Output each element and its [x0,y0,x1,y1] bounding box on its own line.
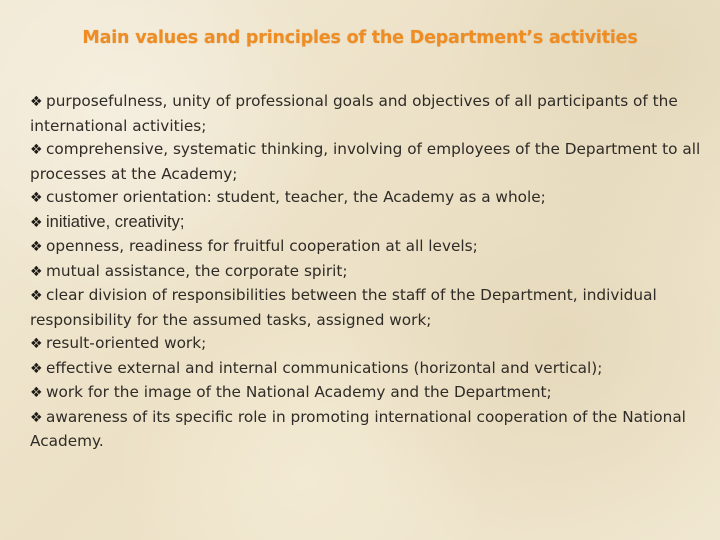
diamond-bullet-icon: ❖ [30,94,43,110]
list-item-text: initiative, creativity; [46,212,185,231]
list-item [30,357,702,382]
list-item [30,186,702,211]
list-item [30,406,702,454]
list-item [30,138,702,186]
list-item [30,211,702,236]
diamond-bullet-icon: ❖ [30,214,43,231]
list-item [30,235,702,260]
diamond-bullet-icon: ❖ [30,385,43,401]
diamond-bullet-icon: ❖ [30,190,43,206]
list-item-text: effective external and internal communications (horizontal and vertical); [46,358,603,377]
list-item-text: result-oriented work; [46,334,207,352]
slide-title: Main values and principles of the Department’s activities [82,28,638,48]
list-item-text: purposefulness, unity of professional goals and objectives of all participants of the international activities; [30,92,678,135]
list-item-text: clear division of responsibilities between the staff of the Department, individual responsibility for the assumed tasks, assigned work; [30,286,657,329]
diamond-bullet-icon: ❖ [30,336,43,352]
list-item-text: awareness of its specific role in promoting international cooperation of the National Academy. [30,407,686,450]
values-list [30,90,702,454]
list-item-text: comprehensive, systematic thinking, involving of employees of the Department to all processes at the Academy; [30,140,701,183]
list-item-text: customer orientation: student, teacher, the Academy as a whole; [46,188,546,206]
list-item [30,90,702,138]
list-item-text: mutual assistance, the corporate spirit; [46,261,348,280]
list-item [30,332,702,357]
diamond-bullet-icon: ❖ [30,142,43,158]
list-item-text: openness, readiness for fruitful cooperation at all levels; [46,237,478,255]
diamond-bullet-icon: ❖ [30,288,43,304]
diamond-bullet-icon: ❖ [30,263,43,280]
list-item-text: work for the image of the National Academy and the Department; [46,383,552,401]
diamond-bullet-icon: ❖ [30,409,43,426]
diamond-bullet-icon: ❖ [30,239,43,255]
list-item [30,260,702,285]
diamond-bullet-icon: ❖ [30,360,43,377]
list-item [30,381,702,406]
list-item [30,284,702,332]
